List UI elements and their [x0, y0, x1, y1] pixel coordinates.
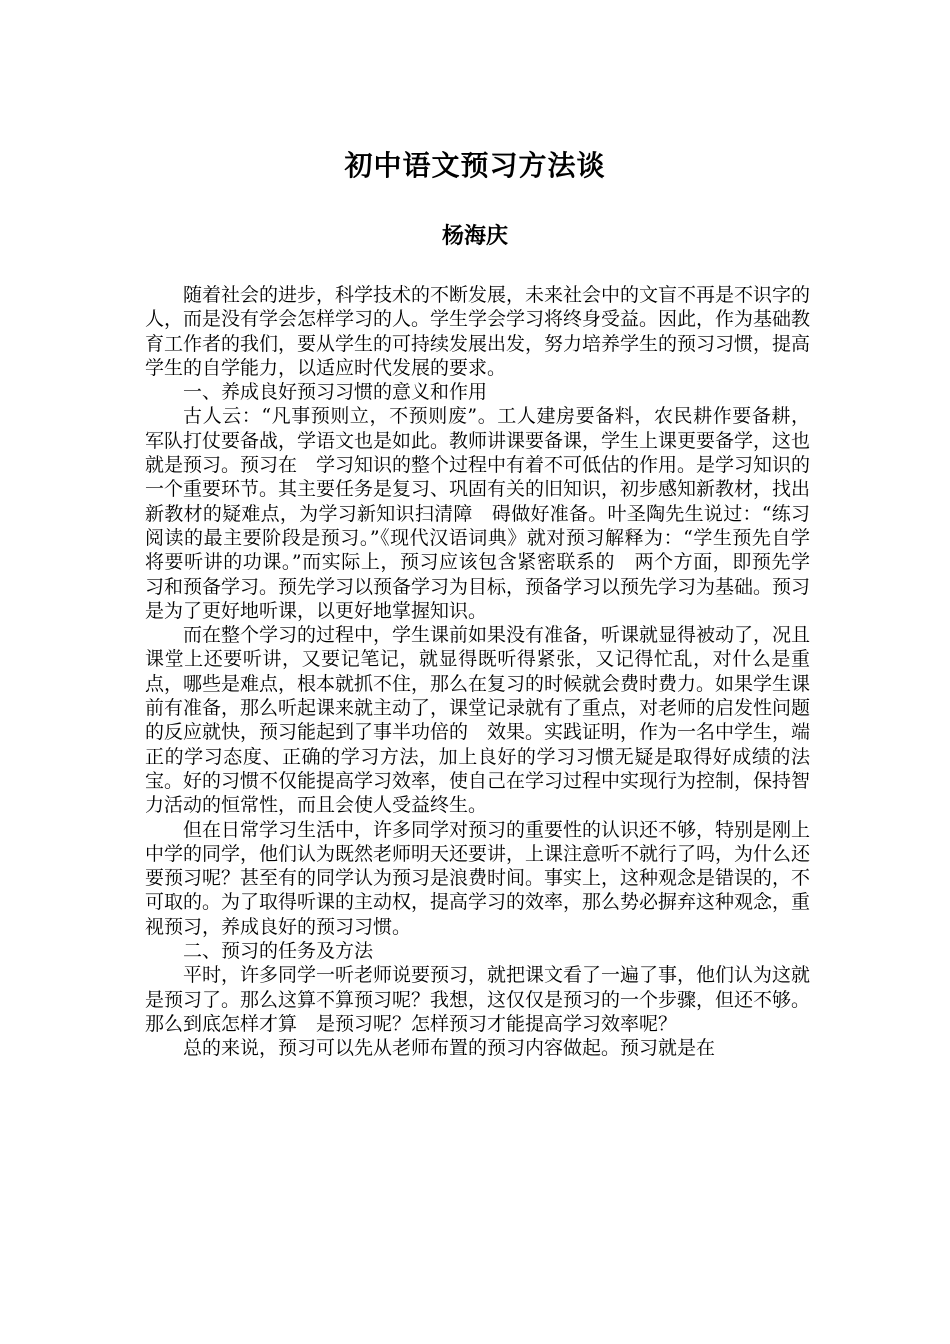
paragraph-summary: 总的来说，预习可以先从老师布置的预习内容做起。预习就是在 [183, 1037, 716, 1060]
section-heading-2: 二、预习的任务及方法 [183, 940, 374, 963]
paragraph-ancient-saying: 古人云：“凡事预则立，不预则废”。工人建房要备料，农民耕作要备耕，军队打仗要备战，学语文也是如此。教师讲课要备课，学生上课更要备学，这也就是预习。预习在 学习知识的整个过程中有着不可低估的作用。是学习知识的一个重要环节。其主要任务是复习、巩固有关的旧知识，初步感知新教材，找出新教材的疑难点，为学习新知识扫清障 碍做好准备。叶圣陶先生说过：“练习阅读的最主要阶段是预习。”《现代汉语词典》就对预习解释为：“学生预先自学将要听讲的功课。”而实际上，预习应该包含紧密联系的 两个方面，即预先学习和预备学习。预先学习以预备学习为目标，预备学习以预先学习为基础。预习是为了更好地听课，以更好地掌握知识。 [145, 405, 811, 622]
section-heading-1: 一、养成良好预习习惯的意义和作用 [183, 381, 488, 404]
paragraph-usual-preview: 平时，许多同学一听老师说要预习，就把课文看了一遍了事，他们认为这就是预习了。那么这算不算预习呢？我想，这仅仅是预习的一个步骤，但还不够。那么到底怎样才算 是预习呢？怎样预习才能提高学习效率呢？ [145, 964, 811, 1035]
paragraph-intro: 随着社会的进步，科学技术的不断发展，未来社会中的文盲不再是不识字的人，而是没有学会怎样学习的人。学生学会学习将终身受益。因此，作为基础教育工作者的我们，要从学生的可持续发展出发，努力培养学生的预习习惯，提高学生的自学能力，以适应时代发展的要求。 [145, 284, 811, 379]
paragraph-learning-process: 而在整个学习的过程中，学生课前如果没有准备，听课就显得被动了，况且课堂上还要听讲，又要记笔记，就显得既听得紧张，又记得忙乱，对什么是重点，哪些是难点，根本就抓不住，那么在复习的时候就会费时费力。如果学生课前有准备，那么听起课来就主动了，课堂记录就有了重点，对老师的启发性问题的反应就快，预习能起到了事半功倍的 效果。实践证明，作为一名中学生，端正的学习态度、正确的学习方法，加上良好的学习习惯无疑是取得好成绩的法宝。好的习惯不仅能提高学习效率，使自己在学习过程中实现行为控制，保持智力活动的恒常性，而且会使人受益终生。 [145, 624, 811, 817]
document-body [145, 283, 810, 1061]
document-author: 杨海庆 [441, 224, 508, 249]
document-title: 初中语文预习方法谈 [344, 149, 606, 182]
paragraph-daily-study: 但在日常学习生活中，许多同学对预习的重要性的认识还不够，特别是刚上中学的同学，他们认为既然老师明天还要讲，上课注意听不就行了吗，为什么还要预习呢？甚至有的同学认为预习是浪费时间。事实上，这种观念是错误的，不可取的。为了取得听课的主动权，提高学习的效率，那么势必摒弃这种观念，重视预习，养成良好的预习习惯。 [145, 818, 811, 938]
